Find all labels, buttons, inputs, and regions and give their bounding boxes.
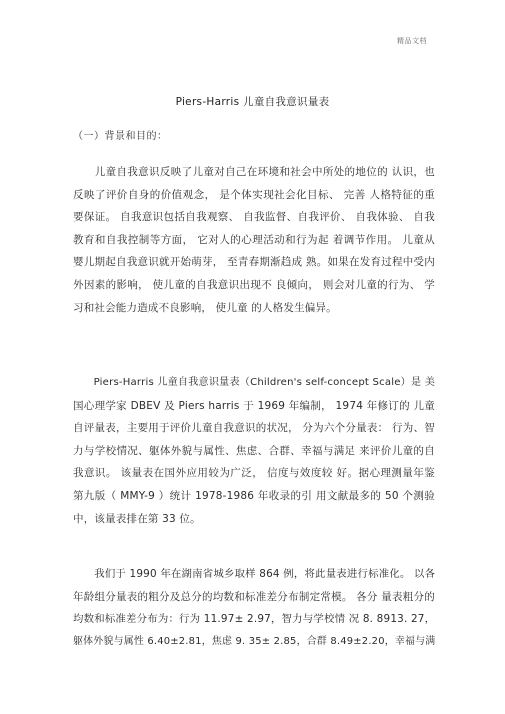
- paragraph-line: Piers-Harris 儿童自我意识量表（Children's self-concept Scale）是 美: [73, 377, 435, 388]
- paragraph-line: 婴儿期起自我意识就开始萌芽， 至青春期渐趋成 熟。如果在发育过程中受内: [73, 256, 435, 269]
- paragraph-line: 教育和自我控制等方面， 它对人的心理活动和行为起 着调节作用。 儿童从: [73, 233, 435, 246]
- paragraph-line: 外因素的影响， 使儿童的自我意识出现不 良倾向， 则会对儿童的行为、 学: [73, 278, 435, 291]
- paragraph-line: 儿童自我意识反映了儿童对自己在环境和社会中所处的地位的 认识，也: [73, 166, 435, 178]
- paragraph-line: 年龄组分量表的粗分及总分的均数和标准差分布制定常模。 各分 量表粗分的: [73, 590, 435, 603]
- paragraph-line: 力与学校情况、躯体外貌与属性、焦虑、合群、幸福与满足 来评价儿童的自: [73, 444, 435, 457]
- paragraph-line: 我意识。 该量表在国外应用较为广泛， 信度与效度较 好。据心理测量年鉴: [73, 467, 435, 480]
- paragraph-line: 我们于 1990 年在湖南省城乡取样 864 例，将此量表进行标准化。 以各: [73, 568, 436, 580]
- paragraph-line: 习和社会能力造成不良影响， 使儿童 的人格发生偏异。: [73, 301, 337, 314]
- header-watermark-text: 精品文档: [397, 37, 427, 45]
- paragraph-line: 第九版（ MMY-9 ）统计 1978-1986 年收录的引 用文献最多的 50 个测验: [73, 489, 435, 502]
- paragraph-line: 自评量表，主要用于评价儿童自我意识的状况， 分为六个分量表： 行为、智: [73, 422, 435, 435]
- document-title: Piers-Harris 儿童自我意识量表: [175, 96, 330, 108]
- paragraph-line: 躯体外貌与属性 6.40±2.81，焦虑 9. 35± 2.85，合群 8.49±2.20，幸福与满: [73, 635, 436, 647]
- paragraph-scale-intro: [73, 372, 435, 530]
- paragraph-line: 反映了评价自身的价值观念， 是个体实现社会化目标、 完善 人格特征的重: [73, 188, 435, 201]
- paragraph-background: [73, 161, 435, 319]
- paragraph-line: 要保证。 自我意识包括自我观察、 自我监督、自我评价、 自我体验、 自我: [73, 211, 435, 224]
- paragraph-norms: [73, 563, 435, 653]
- paragraph-line: 国心理学家 DBEV 及 Piers harris 于 1969 年编制， 1974 年修订的 儿童: [73, 399, 435, 412]
- paragraph-line: 均数和标准差分布为：行为 11.97± 2.97，智力与学校情 况 8. 8913. 27，: [73, 613, 436, 626]
- section-heading: （一）背景和目的：: [73, 131, 168, 142]
- paragraph-line: 中，该量表排在第 33 位。: [73, 512, 201, 525]
